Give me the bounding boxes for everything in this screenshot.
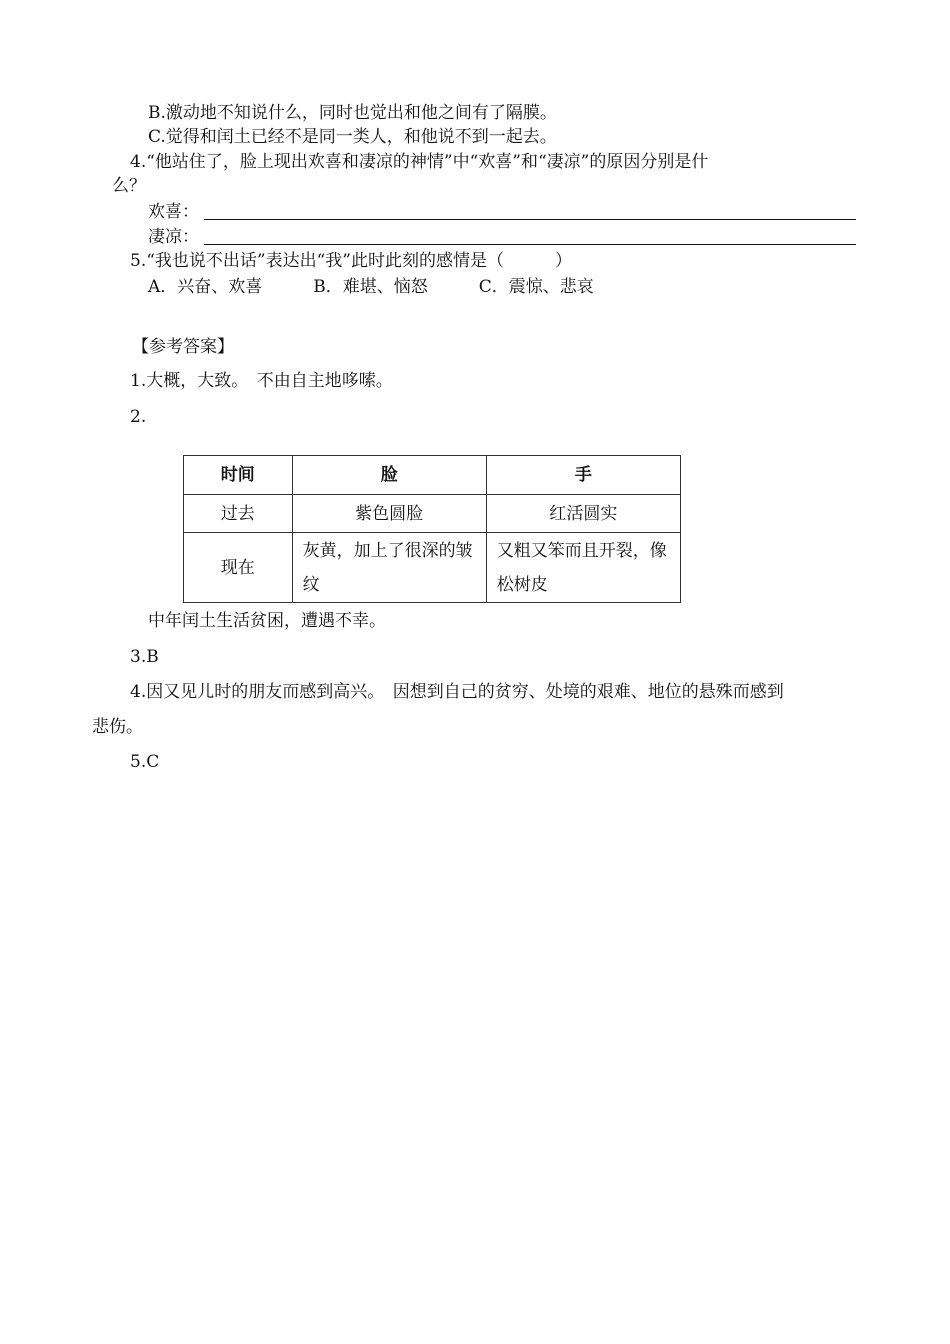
q5-options: A．兴奋、欢喜 B．难堪、恼怒 C．震惊、悲哀 bbox=[148, 277, 594, 297]
table-cell: 紫色圆脸 bbox=[292, 495, 486, 533]
q4-text-line2: 么？ bbox=[112, 176, 146, 196]
q3-option-c: C.觉得和闰土已经不是同一类人，和他说不到一起去。 bbox=[148, 127, 557, 147]
table-header-cell: 脸 bbox=[292, 456, 486, 495]
answer-blank-joy[interactable] bbox=[204, 219, 856, 220]
q5-text: 5.“我也说不出话”表达出“我”此时此刻的感情是（ ） bbox=[130, 251, 572, 271]
table-header-cell: 时间 bbox=[184, 456, 293, 495]
answer-4-line1: 4.因又见儿时的朋友而感到高兴。 因想到自己的贫穷、处境的艰难、地位的悬殊而感到 bbox=[130, 682, 784, 702]
answer-3: 3.B bbox=[130, 647, 159, 667]
q4-label-joy: 欢喜： bbox=[148, 202, 199, 222]
q4-label-sad: 凄凉： bbox=[148, 227, 199, 247]
table-row bbox=[184, 533, 681, 603]
q3-option-b: B.激动地不知说什么，同时也觉出和他之间有了隔膜。 bbox=[148, 103, 557, 123]
table-cell: 灰黄，加上了很深的皱纹 bbox=[292, 533, 486, 603]
answer-heading: 【参考答案】 bbox=[132, 337, 234, 357]
answer-4-line2: 悲伤。 bbox=[92, 717, 143, 737]
table-cell: 红活圆实 bbox=[486, 495, 680, 533]
table-row bbox=[184, 495, 681, 533]
table-header-row bbox=[184, 456, 681, 495]
table-cell: 现在 bbox=[184, 533, 293, 603]
table-header-cell: 手 bbox=[486, 456, 680, 495]
answer-5: 5.C bbox=[130, 752, 160, 772]
answer-2: 2. bbox=[130, 407, 147, 427]
answer-blank-sad[interactable] bbox=[204, 244, 856, 245]
answer-table bbox=[183, 455, 681, 603]
answer-1: 1.大概，大致。 不由自主地哆嗦。 bbox=[130, 371, 393, 391]
table-cell: 过去 bbox=[184, 495, 293, 533]
table-cell: 又粗又笨而且开裂，像松树皮 bbox=[486, 533, 680, 603]
answer-2-summary: 中年闰土生活贫困，遭遇不幸。 bbox=[148, 611, 386, 631]
q4-text-line1: 4.“他站住了，脸上现出欢喜和凄凉的神情”中“欢喜”和“凄凉”的原因分别是什 bbox=[130, 152, 709, 172]
